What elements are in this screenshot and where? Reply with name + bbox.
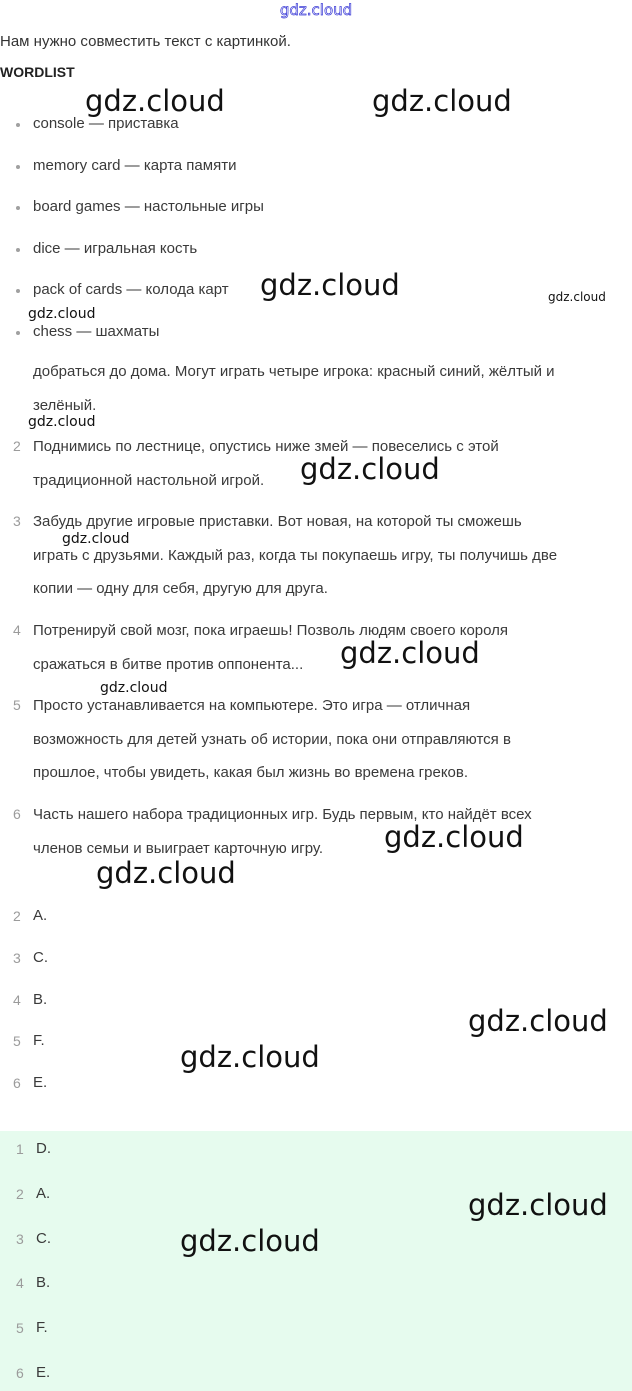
watermark: gdz.cloud	[28, 306, 96, 322]
answer-number: 6	[13, 1075, 21, 1091]
watermark: gdz.cloud	[468, 1004, 608, 1038]
answer-letter: C.	[36, 1230, 51, 1247]
paragraph-number: 6	[13, 806, 21, 822]
answer-number: 5	[13, 1033, 21, 1049]
watermark: gdz.cloud	[384, 820, 524, 854]
answer-letter: F.	[33, 1032, 45, 1049]
watermark: gdz.cloud	[260, 268, 400, 302]
watermark: gdz.cloud	[100, 680, 168, 696]
watermark: gdz.cloud	[548, 290, 606, 304]
answer-number: 5	[16, 1320, 24, 1336]
answer-letter: F.	[36, 1319, 48, 1336]
answer-number: 3	[13, 950, 21, 966]
paragraph-number: 5	[13, 697, 21, 713]
watermark: gdz.cloud	[62, 531, 130, 547]
answer-letter: B.	[33, 991, 48, 1008]
paragraph-line: традиционной настольной игрой.	[33, 471, 265, 489]
paragraph-number: 4	[13, 622, 21, 638]
top-watermark: gdz.cloud	[279, 1, 353, 19]
answer-number: 1	[16, 1141, 24, 1157]
answer-letter: A.	[36, 1185, 51, 1202]
answer-number: 2	[13, 908, 21, 924]
answer-number: 6	[16, 1365, 24, 1381]
paragraph-number: 2	[13, 438, 21, 454]
answer-number: 2	[16, 1186, 24, 1202]
wordlist-item: memory card — карта памяти	[0, 150, 264, 192]
wordlist-item: console — приставка	[0, 108, 264, 150]
answer-letter: E.	[33, 1074, 48, 1091]
answer-number: 4	[13, 992, 21, 1008]
paragraph-line: прошлое, чтобы увидеть, какая был жизнь во времена греков.	[33, 764, 469, 781]
paragraph-line: Поднимись по лестнице, опустись ниже змей — повеселись с этой	[33, 438, 499, 455]
answer-number: 3	[16, 1231, 24, 1247]
answer-letter: B.	[36, 1274, 51, 1291]
watermark: gdz.cloud	[180, 1040, 320, 1074]
answer-number: 4	[16, 1275, 24, 1291]
answer-box	[0, 1131, 632, 1391]
intro-text: Нам нужно совместить текст с картинкой.	[0, 33, 291, 50]
paragraph-line: членов семьи и выиграет карточную игру.	[33, 839, 324, 857]
watermark: gdz.cloud	[180, 1224, 320, 1258]
wordlist-item: dice — игральная кость	[0, 233, 264, 275]
answer-letter: C.	[33, 949, 48, 966]
paragraph-line: Забудь другие игровые приставки. Вот новая, на которой ты сможешь	[33, 513, 522, 530]
paragraph-line: зелёный.	[33, 396, 97, 414]
watermark: gdz.cloud	[28, 414, 96, 430]
wordlist-item: chess — шахматы	[0, 316, 264, 358]
answer-letter: A.	[33, 907, 48, 924]
watermark: gdz.cloud	[96, 856, 236, 890]
paragraph-line: Потренируй свой мозг, пока играешь! Позволь людям своего короля	[33, 622, 509, 639]
wordlist-item: board games — настольные игры	[0, 191, 264, 233]
paragraph-line: Просто устанавливается на компьютере. Это игра — отличная	[33, 697, 471, 714]
watermark: gdz.cloud	[300, 452, 440, 486]
paragraph-line: возможность для детей узнать об истории, пока они отправляются в	[33, 730, 511, 748]
wordlist-title: WORDLIST	[0, 64, 75, 80]
paragraph-line: копии — одну для себя, другую для друга.	[33, 580, 328, 597]
wordlist-item: pack of cards — колода карт	[0, 274, 264, 316]
paragraph-line: играть с друзьями. Каждый раз, когда ты покупаешь игру, ты получишь две	[33, 546, 558, 564]
watermark: gdz.cloud	[340, 636, 480, 670]
watermark: gdz.cloud	[468, 1188, 608, 1222]
answer-letter: D.	[36, 1140, 51, 1157]
paragraph-number: 3	[13, 513, 21, 529]
paragraph-line: сражаться в битве против оппонента...	[33, 655, 304, 673]
watermark: gdz.cloud	[85, 84, 225, 118]
paragraph-line: добраться до дома. Могут играть четыре игрока: красный синий, жёлтый и	[33, 363, 555, 380]
paragraph-line: Часть нашего набора традиционных игр. Будь первым, кто найдёт всех	[33, 806, 532, 823]
answer-letter: E.	[36, 1364, 51, 1381]
watermark: gdz.cloud	[372, 84, 512, 118]
